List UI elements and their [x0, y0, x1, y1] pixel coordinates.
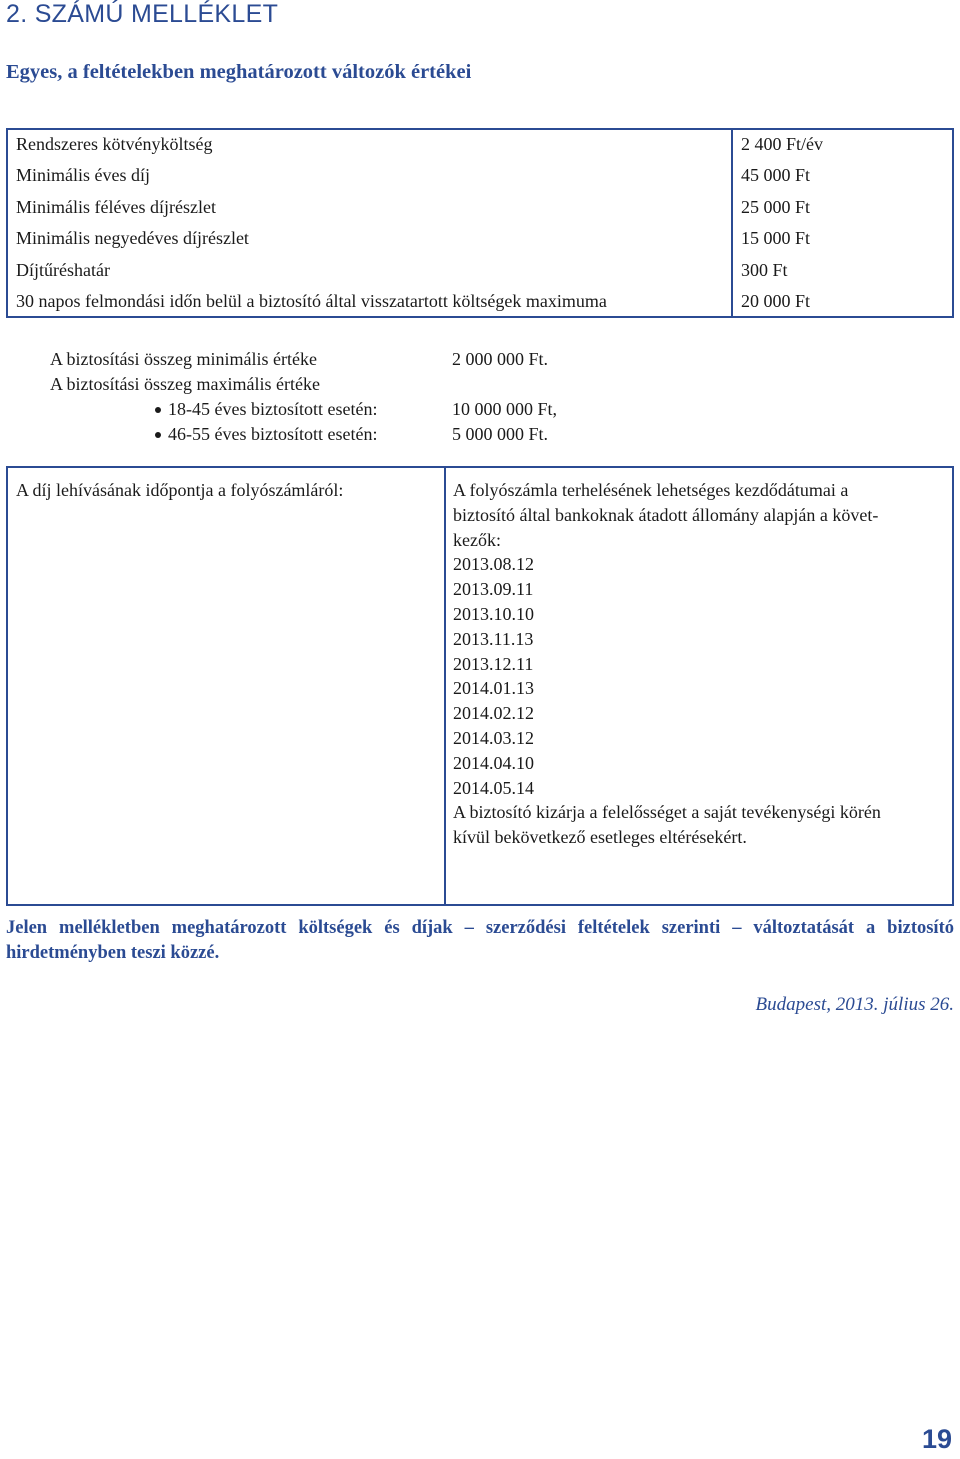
debit-date-item: 2014.04.10: [453, 752, 534, 773]
debit-date-item: 2013.09.11: [453, 579, 534, 600]
insured-sum-min-label: A biztosítási összeg minimális értéke: [50, 349, 317, 369]
debit-date-item: 2014.05.14: [453, 777, 534, 798]
cost-table-label: Minimális féléves díjrészlet: [16, 197, 216, 217]
cost-table-label: Minimális negyedéves díjrészlet: [16, 228, 249, 248]
debit-date-item: 2014.02.12: [453, 703, 534, 724]
insured-sum-bullet-value: 10 000 000 Ft,: [452, 399, 558, 419]
bullet-icon: [155, 432, 161, 438]
insured-sum-bullet-label: 18-45 éves biztosított esetén:: [168, 399, 378, 419]
cost-table-value: 15 000 Ft: [741, 228, 811, 248]
annex-subheading: Egyes, a feltételekben meghatározott változók értékei: [6, 61, 472, 83]
insured-sum-min-value: 2 000 000 Ft.: [452, 349, 549, 369]
cost-table-value: 20 000 Ft: [741, 291, 811, 311]
debit-date-item: 2014.01.13: [453, 678, 534, 699]
cost-table-label: 30 napos felmondási időn belül a biztosító által visszatartott költségek maximuma: [16, 291, 607, 311]
debit-date-details: [453, 478, 943, 850]
cost-table-value: 45 000 Ft: [741, 165, 811, 185]
debit-date-item: 2013.12.11: [453, 653, 534, 674]
debit-date-item: 2013.11.13: [453, 628, 534, 649]
cost-table-value: 300 Ft: [741, 260, 788, 280]
insured-sum-bullet-label: 46-55 éves biztosított esetén:: [168, 424, 378, 444]
debit-date-label: A díj lehívásának időpontja a folyószámláról:: [16, 480, 344, 500]
place-date: Budapest, 2013. július 26.: [755, 994, 954, 1015]
cost-table-label: Díjtűréshatár: [16, 260, 110, 280]
insured-sum-max-label: A biztosítási összeg maximális értéke: [50, 374, 320, 394]
change-notice-line: Jelen mellékletben meghatározott költségek és díjak – szerződési feltételek szerinti – változtatását a biztosító: [6, 918, 954, 938]
debit-date-box-divider: [444, 466, 446, 906]
page-number: 19: [921, 1424, 952, 1454]
insured-sum-bullet-value: 5 000 000 Ft.: [452, 424, 549, 444]
bullet-icon: [155, 407, 161, 413]
debit-date-item: 2013.10.10: [453, 603, 534, 624]
cost-table-label: Minimális éves díj: [16, 165, 150, 185]
cost-table-value: 2 400 Ft/év: [741, 134, 824, 154]
debit-intro-line: A folyószámla terhelésének lehetséges kezdődátumai a: [453, 480, 849, 500]
debit-date-item: 2013.08.12: [453, 554, 534, 575]
annex-heading: 2. SZÁMÚ MELLÉKLET: [6, 0, 279, 28]
debit-note-line: A biztosító kizárja a felelősséget a saját tevékenységi körén: [453, 802, 881, 823]
debit-note-line: kívül bekövetkező esetleges eltérésekért.: [453, 827, 747, 848]
cost-table-divider: [731, 128, 733, 318]
cost-table-value: 25 000 Ft: [741, 197, 811, 217]
change-notice: [6, 916, 954, 966]
change-notice-line: hirdetményben teszi közzé.: [6, 943, 220, 963]
cost-table-label: Rendszeres kötvényköltség: [16, 134, 213, 154]
debit-intro-line: biztosító által bankoknak átadott állomány alapján a követ-: [453, 504, 879, 525]
debit-date-item: 2014.03.12: [453, 727, 534, 748]
debit-intro-line: kezők:: [453, 529, 501, 550]
